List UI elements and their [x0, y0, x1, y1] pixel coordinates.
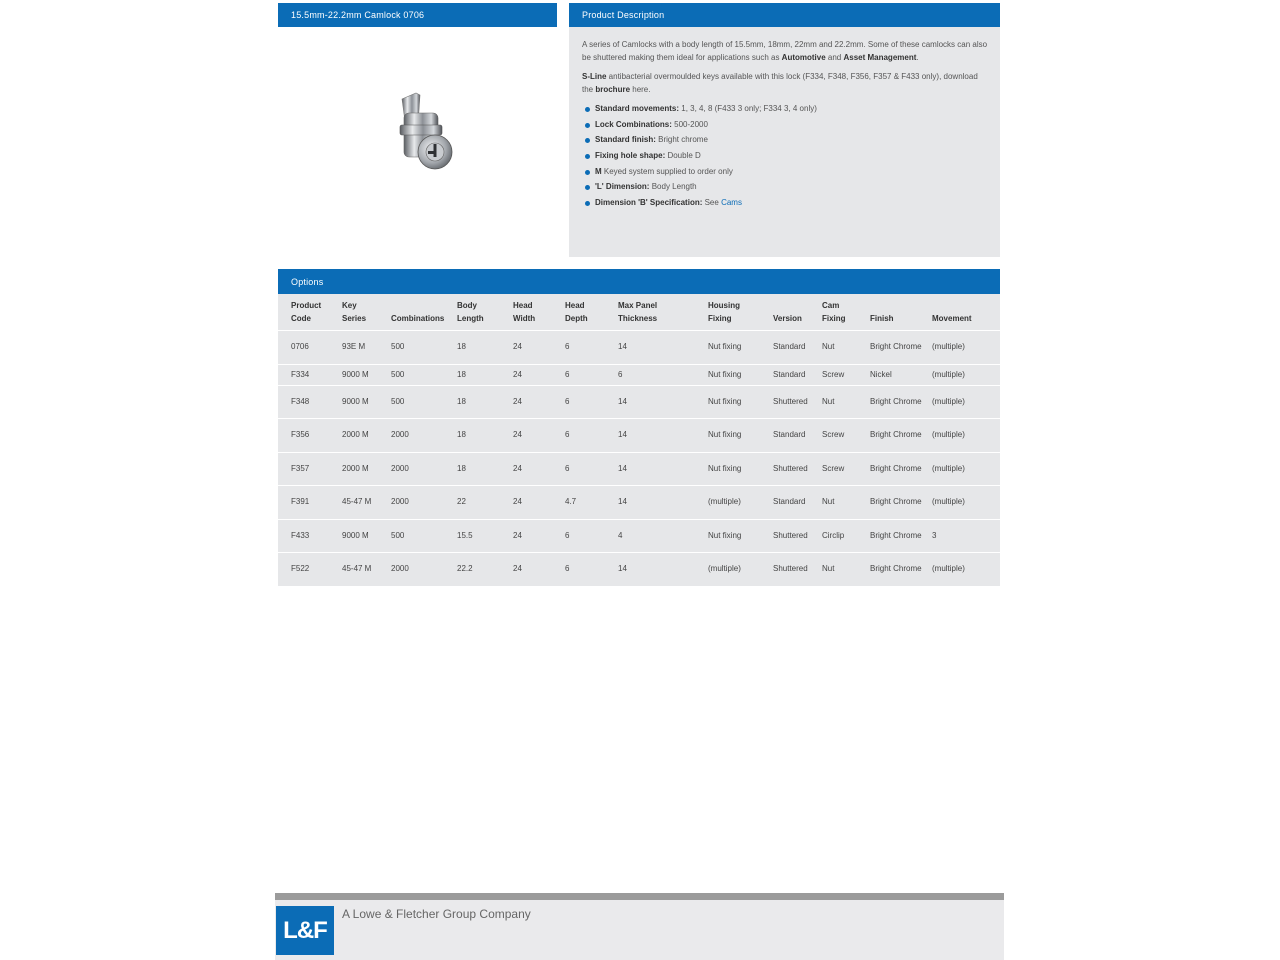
table-cell: 500: [389, 519, 455, 553]
table-cell: Nut: [820, 385, 868, 419]
table-cell: Bright Chrome: [868, 486, 930, 520]
table-cell: Nut fixing: [706, 452, 771, 486]
column-header: [511, 294, 563, 331]
table-cell: 45-47 M: [340, 553, 389, 586]
table-cell: (multiple): [930, 452, 1000, 486]
column-header: [868, 294, 930, 331]
table-cell: 24: [511, 486, 563, 520]
table-cell: F433: [278, 519, 340, 553]
table-cell: 14: [616, 452, 706, 486]
table-cell: Circlip: [820, 519, 868, 553]
column-header-line2: Thickness: [618, 313, 658, 323]
column-header-line2: Combinations: [391, 313, 445, 323]
table-cell: 9000 M: [340, 364, 389, 385]
table-cell: 24: [511, 452, 563, 486]
column-header-line1: Body: [457, 301, 477, 310]
table-cell: Standard: [771, 364, 820, 385]
table-cell: 14: [616, 419, 706, 453]
table-cell: 6: [563, 385, 616, 419]
table-cell: Nut fixing: [706, 519, 771, 553]
column-header: [340, 294, 389, 331]
table-cell: 0706: [278, 331, 340, 365]
column-header: [389, 294, 455, 331]
product-title: 15.5mm-22.2mm Camlock 0706: [278, 3, 557, 27]
table-cell: 18: [455, 331, 511, 365]
bullet-icon: [585, 201, 590, 206]
table-cell: F334: [278, 364, 340, 385]
column-header: [771, 294, 820, 331]
table-cell: Bright Chrome: [868, 519, 930, 553]
table-cell: (multiple): [930, 364, 1000, 385]
table-cell: 15.5: [455, 519, 511, 553]
table-cell: Nut fixing: [706, 385, 771, 419]
sline-label: S-Line: [582, 72, 607, 81]
table-cell: 6: [563, 419, 616, 453]
bullet-icon: [585, 123, 590, 128]
table-cell: 24: [511, 553, 563, 586]
options-title: Options: [278, 269, 1000, 294]
table-cell: Bright Chrome: [868, 331, 930, 365]
table-cell: 14: [616, 553, 706, 586]
table-row: [278, 331, 1000, 365]
feature-label: Fixing hole shape:: [595, 151, 666, 161]
table-cell: Nut fixing: [706, 364, 771, 385]
intro-and: and: [825, 52, 844, 62]
table-cell: 9000 M: [340, 385, 389, 419]
product-description-panel: [569, 3, 1000, 257]
footer-divider: [275, 893, 1004, 900]
column-header-line1: Max Panel: [618, 301, 658, 310]
table-cell: Nickel: [868, 364, 930, 385]
table-cell: 9000 M: [340, 519, 389, 553]
table-row: [278, 385, 1000, 419]
table-cell: F357: [278, 452, 340, 486]
feature-value: Body Length: [649, 182, 697, 192]
table-cell: 6: [563, 452, 616, 486]
bullet-icon: [585, 107, 590, 112]
table-cell: Nut fixing: [706, 419, 771, 453]
table-cell: 45-47 M: [340, 486, 389, 520]
feature-label: Standard finish:: [595, 135, 656, 145]
feature-label: M: [595, 166, 602, 176]
table-cell: 24: [511, 419, 563, 453]
column-header-line2: Movement: [932, 313, 972, 323]
table-cell: Screw: [820, 364, 868, 385]
feature-value: Bright chrome: [655, 135, 708, 145]
list-item: [582, 119, 988, 132]
table-cell: 22: [455, 486, 511, 520]
company-logo: L&F: [276, 906, 334, 955]
product-description-title: Product Description: [569, 3, 1000, 27]
table-cell: F356: [278, 419, 340, 453]
table-row: [278, 452, 1000, 486]
list-item: [582, 166, 988, 179]
intro-automotive: Automotive: [781, 52, 826, 62]
table-cell: Screw: [820, 452, 868, 486]
table-cell: 24: [511, 364, 563, 385]
table-cell: Standard: [771, 419, 820, 453]
column-header-line2: Finish: [870, 313, 894, 323]
column-header-line2: Fixing: [822, 313, 846, 323]
intro-period: .: [916, 52, 919, 62]
bullet-icon: [585, 138, 590, 143]
table-cell: 24: [511, 519, 563, 553]
column-header-line1: [870, 300, 928, 313]
column-header-line1: Head: [565, 301, 585, 310]
table-cell: Shuttered: [771, 553, 820, 586]
table-cell: 24: [511, 331, 563, 365]
features-list: [582, 103, 988, 210]
product-description-body: [569, 27, 1000, 210]
column-header-line1: Key: [342, 301, 357, 310]
table-cell: 93E M: [340, 331, 389, 365]
table-cell: Standard: [771, 331, 820, 365]
list-item: [582, 150, 988, 163]
sline-text: antibacterial overmoulded keys available with this lock (F334, F348, F356, F357 & F433 only), download the: [582, 72, 978, 94]
intro-asset-management: Asset Management: [843, 52, 917, 62]
table-body: [278, 331, 1000, 586]
table-cell: Nut: [820, 553, 868, 586]
table-cell: Standard: [771, 486, 820, 520]
table-cell: Bright Chrome: [868, 419, 930, 453]
table-cell: 6: [616, 364, 706, 385]
intro-paragraph: [582, 39, 988, 64]
table-cell: 2000: [389, 452, 455, 486]
column-header-line2: Width: [513, 313, 536, 323]
list-item: [582, 103, 988, 116]
table-cell: 500: [389, 331, 455, 365]
footer: [275, 900, 1004, 960]
table-cell: Bright Chrome: [868, 452, 930, 486]
column-header: [455, 294, 511, 331]
company-tagline: A Lowe & Fletcher Group Company: [342, 907, 531, 921]
column-header-line2: Length: [457, 313, 484, 323]
table-cell: F522: [278, 553, 340, 586]
list-item: [582, 134, 988, 147]
table-cell: 4.7: [563, 486, 616, 520]
table-cell: 24: [511, 385, 563, 419]
table-cell: F391: [278, 486, 340, 520]
feature-value: 500-2000: [671, 119, 708, 129]
column-header-line1: [932, 300, 998, 313]
column-header-line2: Series: [342, 313, 367, 323]
table-cell: 2000: [389, 419, 455, 453]
bullet-icon: [585, 154, 590, 159]
column-header-line2: Version: [773, 313, 802, 323]
table-cell: Shuttered: [771, 452, 820, 486]
table-cell: (multiple): [706, 486, 771, 520]
table-header-row: [278, 294, 1000, 331]
table-row: [278, 364, 1000, 385]
options-table: [278, 294, 1000, 586]
table-cell: 500: [389, 364, 455, 385]
table-cell: 4: [616, 519, 706, 553]
table-cell: 6: [563, 519, 616, 553]
list-item: [582, 181, 988, 194]
column-header-line1: Housing: [708, 301, 740, 310]
table-cell: 500: [389, 385, 455, 419]
feature-label: Standard movements:: [595, 104, 680, 113]
table-cell: (multiple): [930, 331, 1000, 365]
table-cell: 6: [563, 553, 616, 586]
table-cell: Bright Chrome: [868, 385, 930, 419]
table-row: [278, 419, 1000, 453]
table-cell: 14: [616, 486, 706, 520]
table-cell: 22.2: [455, 553, 511, 586]
table-cell: 2000 M: [340, 419, 389, 453]
table-cell: 3: [930, 519, 1000, 553]
bullet-icon: [585, 170, 590, 175]
table-cell: 18: [455, 364, 511, 385]
feature-label: Lock Combinations:: [595, 119, 672, 129]
table-cell: (multiple): [930, 419, 1000, 453]
intro-text: A series of Camlocks with a body length of 15.5mm, 18mm, 22mm and 22.2mm. Some of these camlocks can also be shuttered making them ideal for applications such as: [582, 40, 988, 62]
product-title-panel: [278, 3, 557, 257]
feature-label: 'L' Dimension:: [595, 182, 650, 192]
feature-value: See: [702, 198, 722, 208]
table-cell: Shuttered: [771, 385, 820, 419]
table-cell: 6: [563, 331, 616, 365]
camlock-drawing: [278, 27, 557, 257]
table-cell: 18: [455, 419, 511, 453]
column-header-line1: [773, 300, 818, 313]
column-header-line1: Product: [291, 301, 322, 310]
column-header-line1: [391, 300, 453, 313]
table-cell: 14: [616, 331, 706, 365]
table-cell: F348: [278, 385, 340, 419]
table-row: [278, 519, 1000, 553]
camlock-image: [278, 27, 557, 257]
table-cell: Nut: [820, 331, 868, 365]
column-header: [706, 294, 771, 331]
table-cell: Bright Chrome: [868, 553, 930, 586]
column-header-line1: Cam: [822, 301, 840, 310]
table-cell: (multiple): [930, 385, 1000, 419]
column-header: [278, 294, 340, 331]
feature-value: Keyed system supplied to order only: [601, 166, 733, 176]
bullet-icon: [585, 185, 590, 190]
table-cell: Shuttered: [771, 519, 820, 553]
cams-link[interactable]: Cams: [721, 198, 742, 208]
column-header-line1: Head: [513, 301, 533, 310]
table-cell: Nut: [820, 486, 868, 520]
column-header: [616, 294, 706, 331]
column-header: [563, 294, 616, 331]
table-cell: 2000 M: [340, 452, 389, 486]
table-cell: Nut fixing: [706, 331, 771, 365]
feature-value: 1, 3, 4, 8 (F433 3 only; F334 3, 4 only): [679, 104, 817, 113]
table-row: [278, 486, 1000, 520]
feature-label: Dimension 'B' Specification:: [595, 198, 703, 208]
table-cell: 14: [616, 385, 706, 419]
table-cell: 2000: [389, 486, 455, 520]
table-cell: (multiple): [930, 486, 1000, 520]
column-header-line2: Code: [291, 313, 311, 323]
table-cell: 2000: [389, 553, 455, 586]
brochure-link[interactable]: brochure: [595, 84, 631, 94]
sline-paragraph: [582, 71, 988, 96]
column-header: [820, 294, 868, 331]
table-cell: (multiple): [930, 553, 1000, 586]
table-cell: Screw: [820, 419, 868, 453]
table-row: [278, 553, 1000, 586]
table-cell: (multiple): [706, 553, 771, 586]
column-header: [930, 294, 1000, 331]
column-header-line2: Depth: [565, 313, 588, 323]
options-panel: [278, 269, 1000, 586]
column-header-line2: Fixing: [708, 313, 732, 323]
feature-value: Double D: [665, 151, 701, 161]
table-cell: 18: [455, 452, 511, 486]
table-cell: 6: [563, 364, 616, 385]
sline-here: here.: [630, 84, 651, 94]
table-cell: 18: [455, 385, 511, 419]
list-item: [582, 197, 988, 210]
